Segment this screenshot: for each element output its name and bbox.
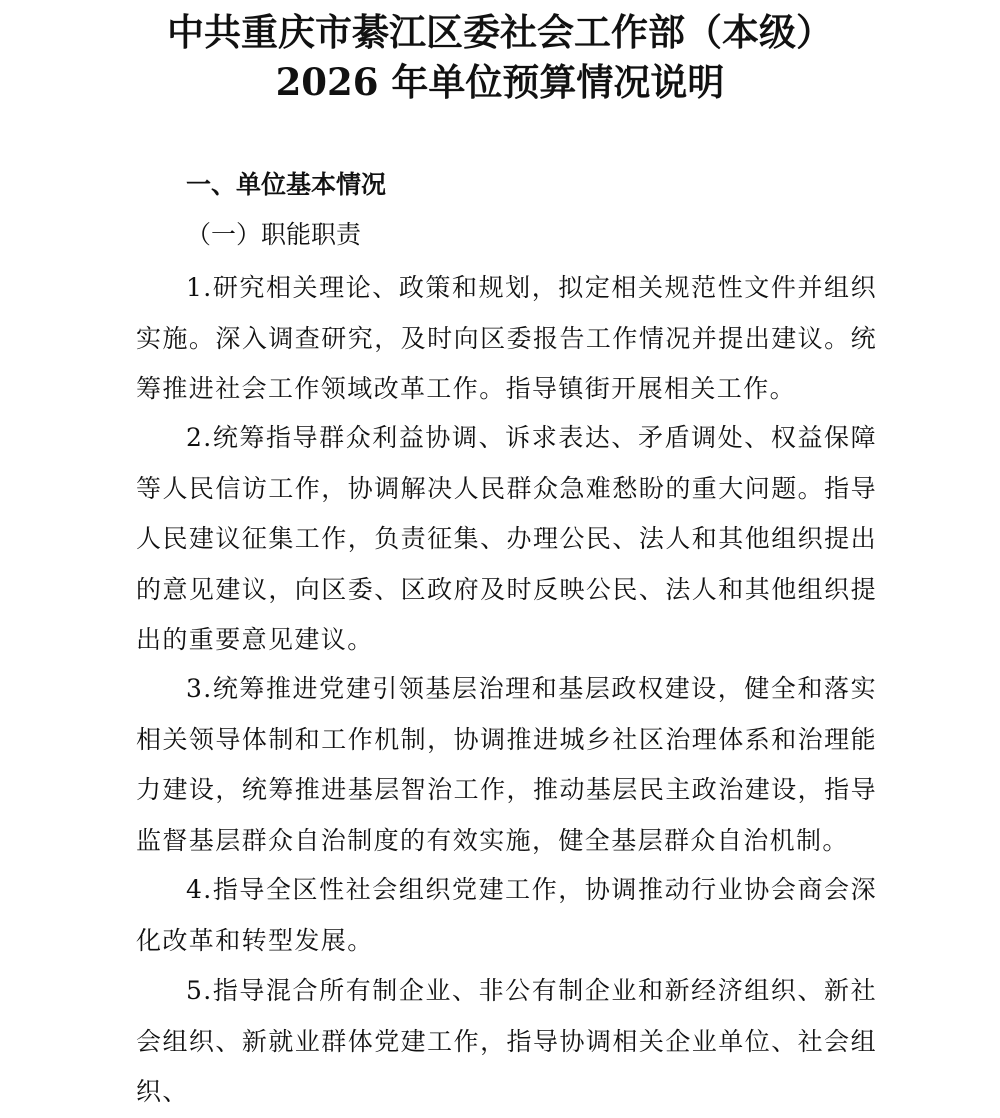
document-title-line-2: 2026 年单位预算情况说明 <box>275 60 725 104</box>
paragraph-3: 3.统筹推进党建引领基层治理和基层政权建设，健全和落实相关领导体制和工作机制，协调推进城乡社区治理体系和治理能力建设，统筹推进基层智治工作，推动基层民主政治建设，指导监督基层群众自治制度的有效实施，健全基层群众自治机制。 <box>136 674 877 855</box>
paragraph-4: 4.指导全区性社会组织党建工作，协调推动行业协会商会深化改革和转型发展。 <box>136 875 877 955</box>
subsection-heading: （一）职能职责 <box>186 220 362 249</box>
paragraph-2: 2.统筹指导群众利益协调、诉求表达、矛盾调处、权益保障等人民信访工作，协调解决人民群众急难愁盼的重大问题。指导人民建议征集工作，负责征集、办理公民、法人和其他组织提出的意见建议，向区委、区政府及时反映公民、法人和其他组织提出的重要意见建议。 <box>136 423 877 654</box>
section-heading: 一、单位基本情况 <box>186 170 387 199</box>
paragraph-5: 5.指导混合所有制企业、非公有制企业和新经济组织、新社会组织、新就业群体党建工作，指导协调相关企业单位、社会组织、 <box>136 976 877 1106</box>
document-title-line-1: 中共重庆市綦江区委社会工作部（本级） <box>167 10 833 54</box>
paragraph-1: 1.研究相关理论、政策和规划，拟定相关规范性文件并组织实施。深入调查研究，及时向区委报告工作情况并提出建议。统筹推进社会工作领域改革工作。指导镇街开展相关工作。 <box>136 273 877 403</box>
